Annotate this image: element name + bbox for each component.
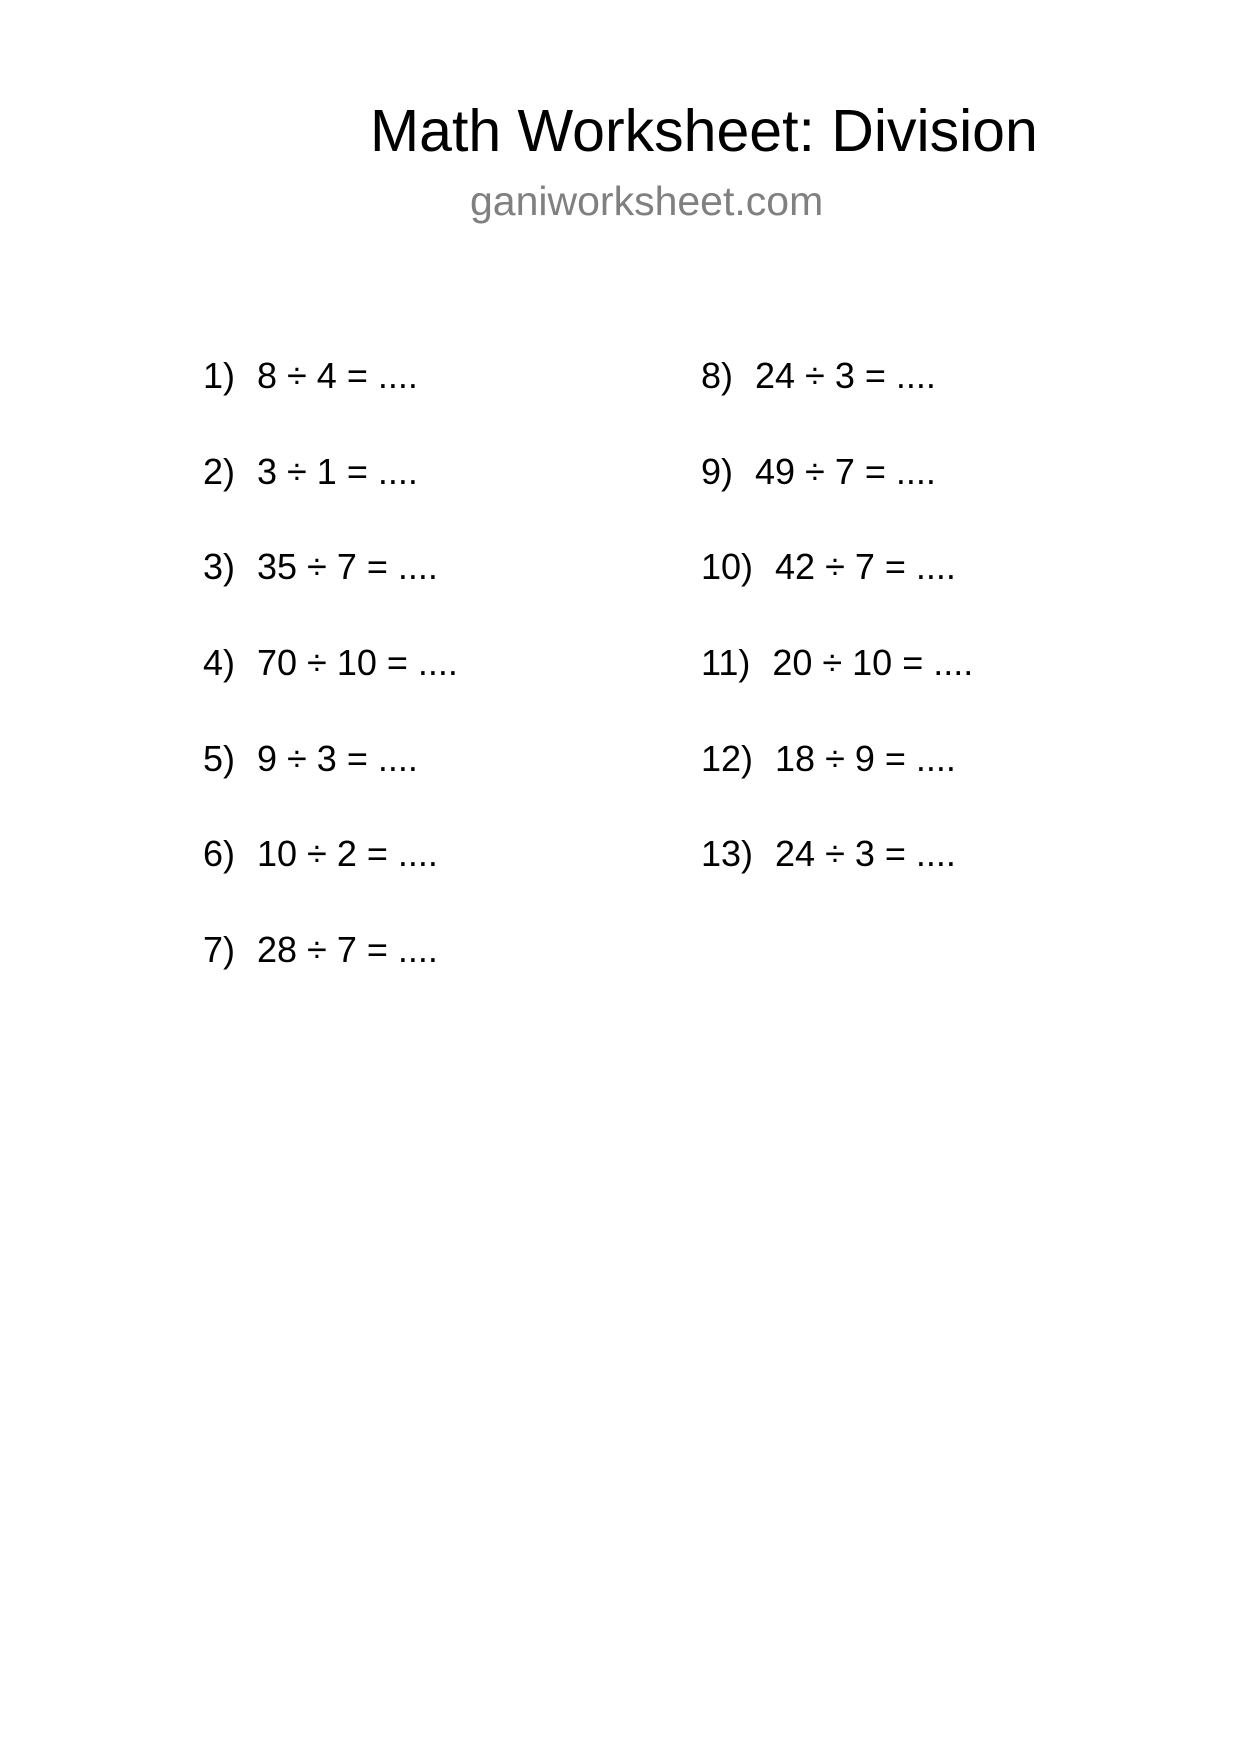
problem-number: 2) — [203, 450, 236, 492]
problem-number: 3) — [203, 546, 236, 588]
problem-number: 11) — [701, 642, 751, 684]
problem-expression: 20 ÷ 10 = .... — [772, 642, 974, 684]
problem-item — [701, 545, 973, 641]
problem-expression: 28 ÷ 7 = .... — [257, 929, 438, 971]
problems-left-column — [203, 354, 458, 1024]
page-title: Math Worksheet: Division — [370, 98, 1038, 164]
problem-number: 5) — [203, 737, 236, 779]
problem-number: 4) — [203, 642, 236, 684]
problem-item — [203, 450, 458, 546]
problem-number: 6) — [203, 833, 236, 875]
problem-item — [701, 737, 973, 833]
problem-expression: 42 ÷ 7 = .... — [775, 546, 956, 588]
problem-expression: 10 ÷ 2 = .... — [257, 833, 438, 875]
problem-item — [701, 832, 973, 928]
problem-item — [203, 354, 458, 450]
problems-right-column — [701, 354, 973, 928]
problem-number: 13) — [701, 833, 754, 875]
problem-item — [203, 928, 458, 1024]
problem-item — [701, 641, 973, 737]
site-url: ganiworksheet.com — [470, 178, 824, 224]
problem-number: 7) — [203, 929, 236, 971]
problem-number: 12) — [701, 737, 754, 779]
problem-expression: 3 ÷ 1 = .... — [257, 450, 418, 492]
problem-item — [203, 832, 458, 928]
problem-expression: 24 ÷ 3 = .... — [775, 833, 956, 875]
problem-item — [203, 737, 458, 833]
problem-expression: 49 ÷ 7 = .... — [755, 450, 936, 492]
problem-number: 9) — [701, 450, 734, 492]
problem-number: 1) — [203, 355, 236, 396]
problem-item — [203, 641, 458, 737]
problem-number: 8) — [701, 355, 734, 396]
problem-item — [203, 545, 458, 641]
problem-expression: 9 ÷ 3 = .... — [257, 737, 418, 779]
problem-number: 10) — [701, 546, 754, 588]
problem-expression: 24 ÷ 3 = .... — [755, 355, 936, 396]
problem-expression: 18 ÷ 9 = .... — [775, 737, 956, 779]
problem-item — [701, 450, 973, 546]
problem-expression: 8 ÷ 4 = .... — [257, 355, 418, 396]
problem-expression: 70 ÷ 10 = .... — [257, 642, 458, 684]
problem-item — [701, 354, 973, 450]
problem-expression: 35 ÷ 7 = .... — [257, 546, 438, 588]
